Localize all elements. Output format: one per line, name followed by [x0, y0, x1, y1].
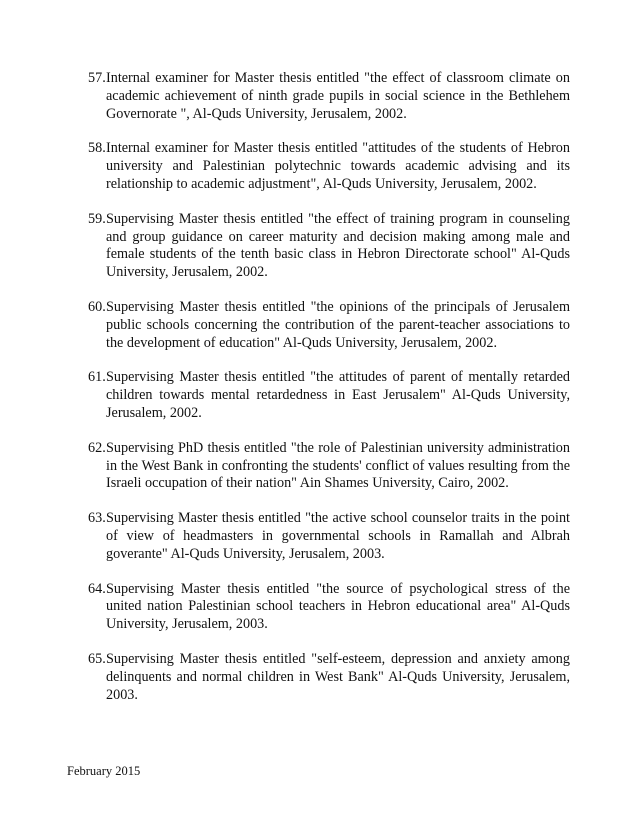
- entry-number: 63.: [88, 510, 106, 527]
- entry-text: Supervising Master thesis entitled "the active school counselor traits in the point of view of headmasters in governmental schools in Ramallah and Albrah goverante" Al-Quds University, Jerusalem, 2003.: [106, 510, 570, 562]
- entry-text: Supervising PhD thesis entitled "the role of Palestinian university administration in the West Bank in confronting the students' conflict of values resulting from the Israeli occupation of their nation" Ain Shames University, Cairo, 2002.: [106, 439, 570, 492]
- entry-list: [88, 70, 570, 721]
- list-item: [88, 299, 570, 352]
- entry-number: 59.: [88, 210, 106, 227]
- entry-number: 64.: [88, 580, 106, 597]
- list-item: [88, 440, 570, 493]
- entry-number: 57.: [88, 70, 106, 86]
- entry-number: 61.: [88, 369, 106, 386]
- entry-text: Supervising Master thesis entitled "the attitudes of parent of mentally retarded children towards mental retardedness in East Jerusalem" Al-Quds University, Jerusalem, 2002.: [106, 369, 570, 421]
- entry-number: 62.: [88, 439, 106, 456]
- entry-text: Supervising Master thesis entitled "the effect of training program in counseling and group guidance on career maturity and decision making among male and female students of the tenth basic class in Hebron Directorate school" Al-Quds University, Jerusalem, 2002.: [106, 210, 570, 281]
- page-footer-date: February 2015: [67, 764, 141, 778]
- entry-text: Internal examiner for Master thesis entitled "attitudes of the students of Hebron university and Palestinian polytechnic towards academic advising and its relationship to academic adjustment", Al-Quds University, Jerusalem, 2002.: [106, 140, 570, 192]
- list-item: [88, 369, 570, 422]
- list-item: [88, 211, 570, 282]
- list-item: [88, 581, 570, 634]
- entry-text: Supervising Master thesis entitled "the source of psychological stress of the united nation Palestinian school teachers in Hebron educational area" Al-Quds University, Jerusalem, 2003.: [106, 580, 570, 633]
- entry-text: Supervising Master thesis entitled "the opinions of the principals of Jerusalem public schools concerning the contribution of the parent-teacher associations to the development of education" Al-Quds University, Jerusalem, 2002.: [106, 298, 570, 351]
- list-item: [88, 510, 570, 563]
- entry-text: Supervising Master thesis entitled "self-esteem, depression and anxiety among delinquents and normal children in West Bank" Al-Quds University, Jerusalem, 2003.: [106, 650, 570, 703]
- list-item: [88, 70, 570, 123]
- list-item: [88, 140, 570, 193]
- entry-number: 60.: [88, 298, 106, 315]
- entry-number: 58.: [88, 140, 106, 157]
- entry-text: Internal examiner for Master thesis entitled "the effect of classroom climate on academic achievement of ninth grade pupils in social science in the Bethlehem Governorate ", Al-Quds University, Jerusalem, 2002.: [106, 70, 570, 122]
- list-item: [88, 651, 570, 704]
- entry-number: 65.: [88, 650, 106, 667]
